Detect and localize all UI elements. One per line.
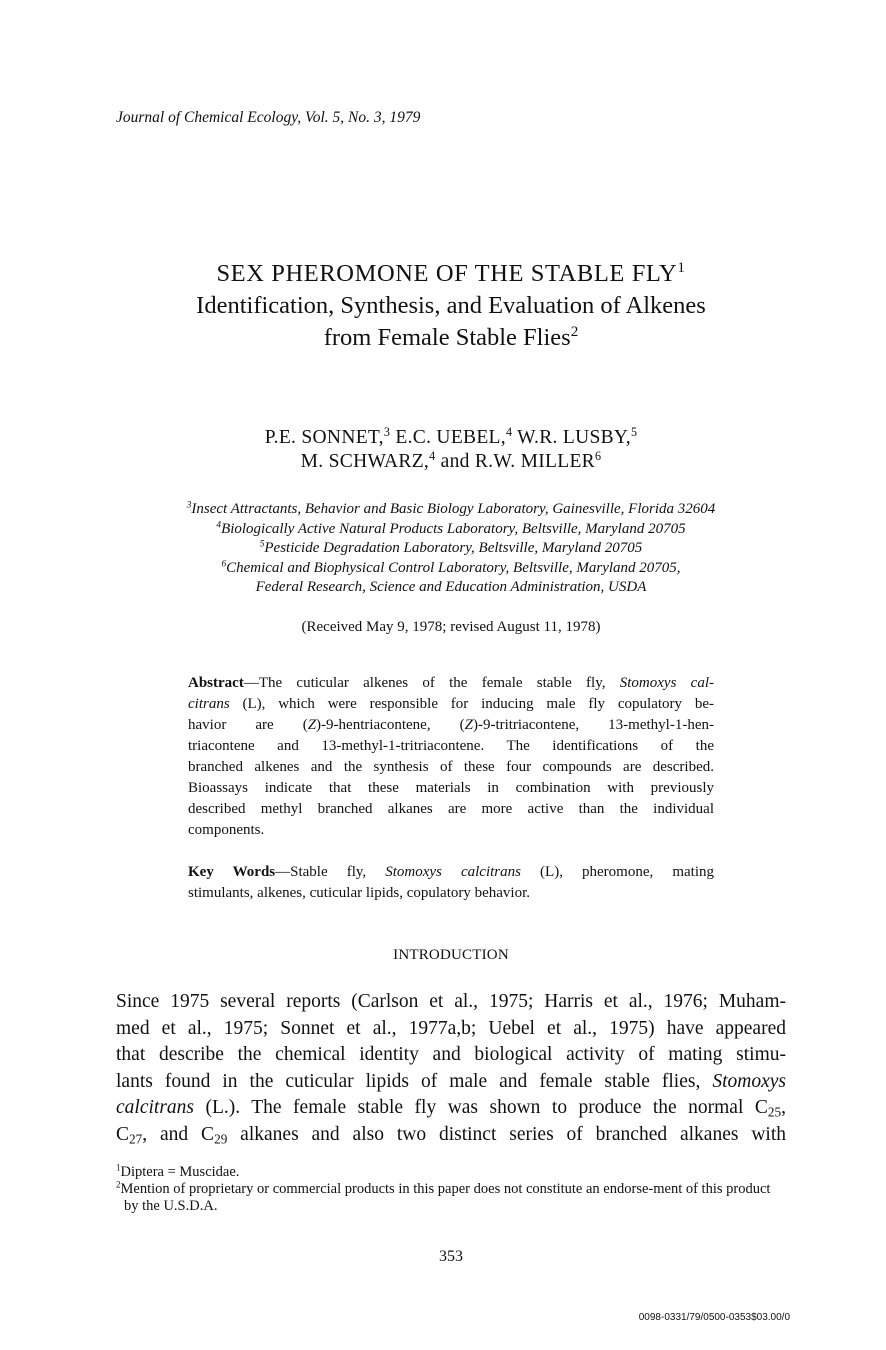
author-line-1: P.E. SONNET,$^3$ E.C. UEBEL,$^4$ W.R. LUSBY,$^5$ [264, 424, 638, 448]
author: P.E. SONNET, [264, 427, 384, 448]
introduction-paragraph: Since 1975 several reports (Carlson et al., 1975; Harris et al., 1976; Muham- med et al., 1975; Sonnet et al., 1977a,b; Uebel et al., 1975) have appeared that describe the chemical identity and biological activity of mating stimu- lants found in the cuticular lipids of male and female stable flies, Stomoxys calcitrans (L.). The female stable fly was shown to produce the normal $C_{25}$, $C_{27}$, and $C_{29}$ alkanes and also two distinct series of branched alkanes with [116, 991, 786, 1146]
author-list [0, 426, 886, 474]
affiliation: $^3$Insect Attractants, Behavior and Basic Biology Laboratory, Gainesville, Florida 32604 [186, 500, 716, 517]
section-heading-introduction: INTRODUCTION [393, 947, 509, 963]
footnote: $^1$Diptera = Muscidae. [116, 1162, 240, 1180]
abstract-line: Bioassays indicate that these materials in combination with previously [188, 780, 714, 796]
abstract-line: citrans (L), which were responsible for inducing male fly copulatory be- [188, 696, 714, 712]
article-code: 0098-0331/79/0500-0353$03.00/0 [638, 1312, 790, 1323]
journal-citation: Journal of Chemical Ecology, Vol. 5, No. 3, 1979 [116, 109, 421, 126]
abstract-line: havior are (Z)-9-hentriacontene, (Z)-9-tritriacontene, 13-methyl-1-hen- [188, 717, 714, 733]
abstract-line: components. [188, 822, 265, 838]
abstract [188, 673, 714, 841]
affiliations [0, 500, 886, 598]
abstract-line: triacontene and 13-methyl-1-tritriacontene. The identifications of the [188, 738, 714, 754]
footnotes [116, 1164, 786, 1215]
author: M. SCHWARZ, [300, 451, 430, 472]
author: E.C. UEBEL, [395, 427, 506, 448]
received-dates: (Received May 9, 1978; revised August 11, 1978) [301, 619, 601, 635]
affiliation: $^4$Biologically Active Natural Products Laboratory, Beltsville, Maryland 20705 [216, 519, 686, 537]
abstract-line: described methyl branched alkanes are more active than the individual [188, 801, 714, 817]
title-footnote-marker-1: 1 [677, 258, 686, 276]
title-footnote-marker-2: 2 [570, 322, 579, 340]
title-line-3: from Female Stable Flies$^2$ [323, 322, 579, 351]
abstract-line: Abstract—The cuticular alkenes of the female stable fly, Stomoxys cal- [188, 675, 714, 691]
abstract-line: branched alkenes and the synthesis of these four compounds are described. [188, 759, 714, 775]
affiliation: $^5$Pesticide Degradation Laboratory, Beltsville, Maryland 20705 [259, 539, 643, 556]
title-line-1: SEX PHEROMONE OF THE STABLE FLY$^1$ [216, 258, 686, 287]
title-line-2: Identification, Synthesis, and Evaluation of Alkenes [196, 292, 706, 319]
footnote: $^2$Mention of proprietary or commercial products in this paper does not constitute an endorse-ment of this product by the U.S.D.A. [116, 1179, 771, 1214]
page-number: 353 [439, 1248, 463, 1265]
affiliation: $^6$Chemical and Biophysical Control Laboratory, Beltsville, Maryland 20705, [221, 558, 681, 576]
author: W.R. LUSBY, [517, 427, 631, 448]
affiliation: Federal Research, Science and Education Administration, USDA [255, 579, 647, 595]
author: and R.W. MILLER [440, 451, 595, 472]
author-line-2: M. SCHWARZ,$^4$ and R.W. MILLER$^6$ [300, 448, 602, 472]
key-words: Key Words—Stable fly, Stomoxys calcitrans (L), pheromone, mating stimulants, alkenes, cuticular lipids, copulatory behavior. [188, 864, 714, 901]
article-title [0, 258, 886, 354]
